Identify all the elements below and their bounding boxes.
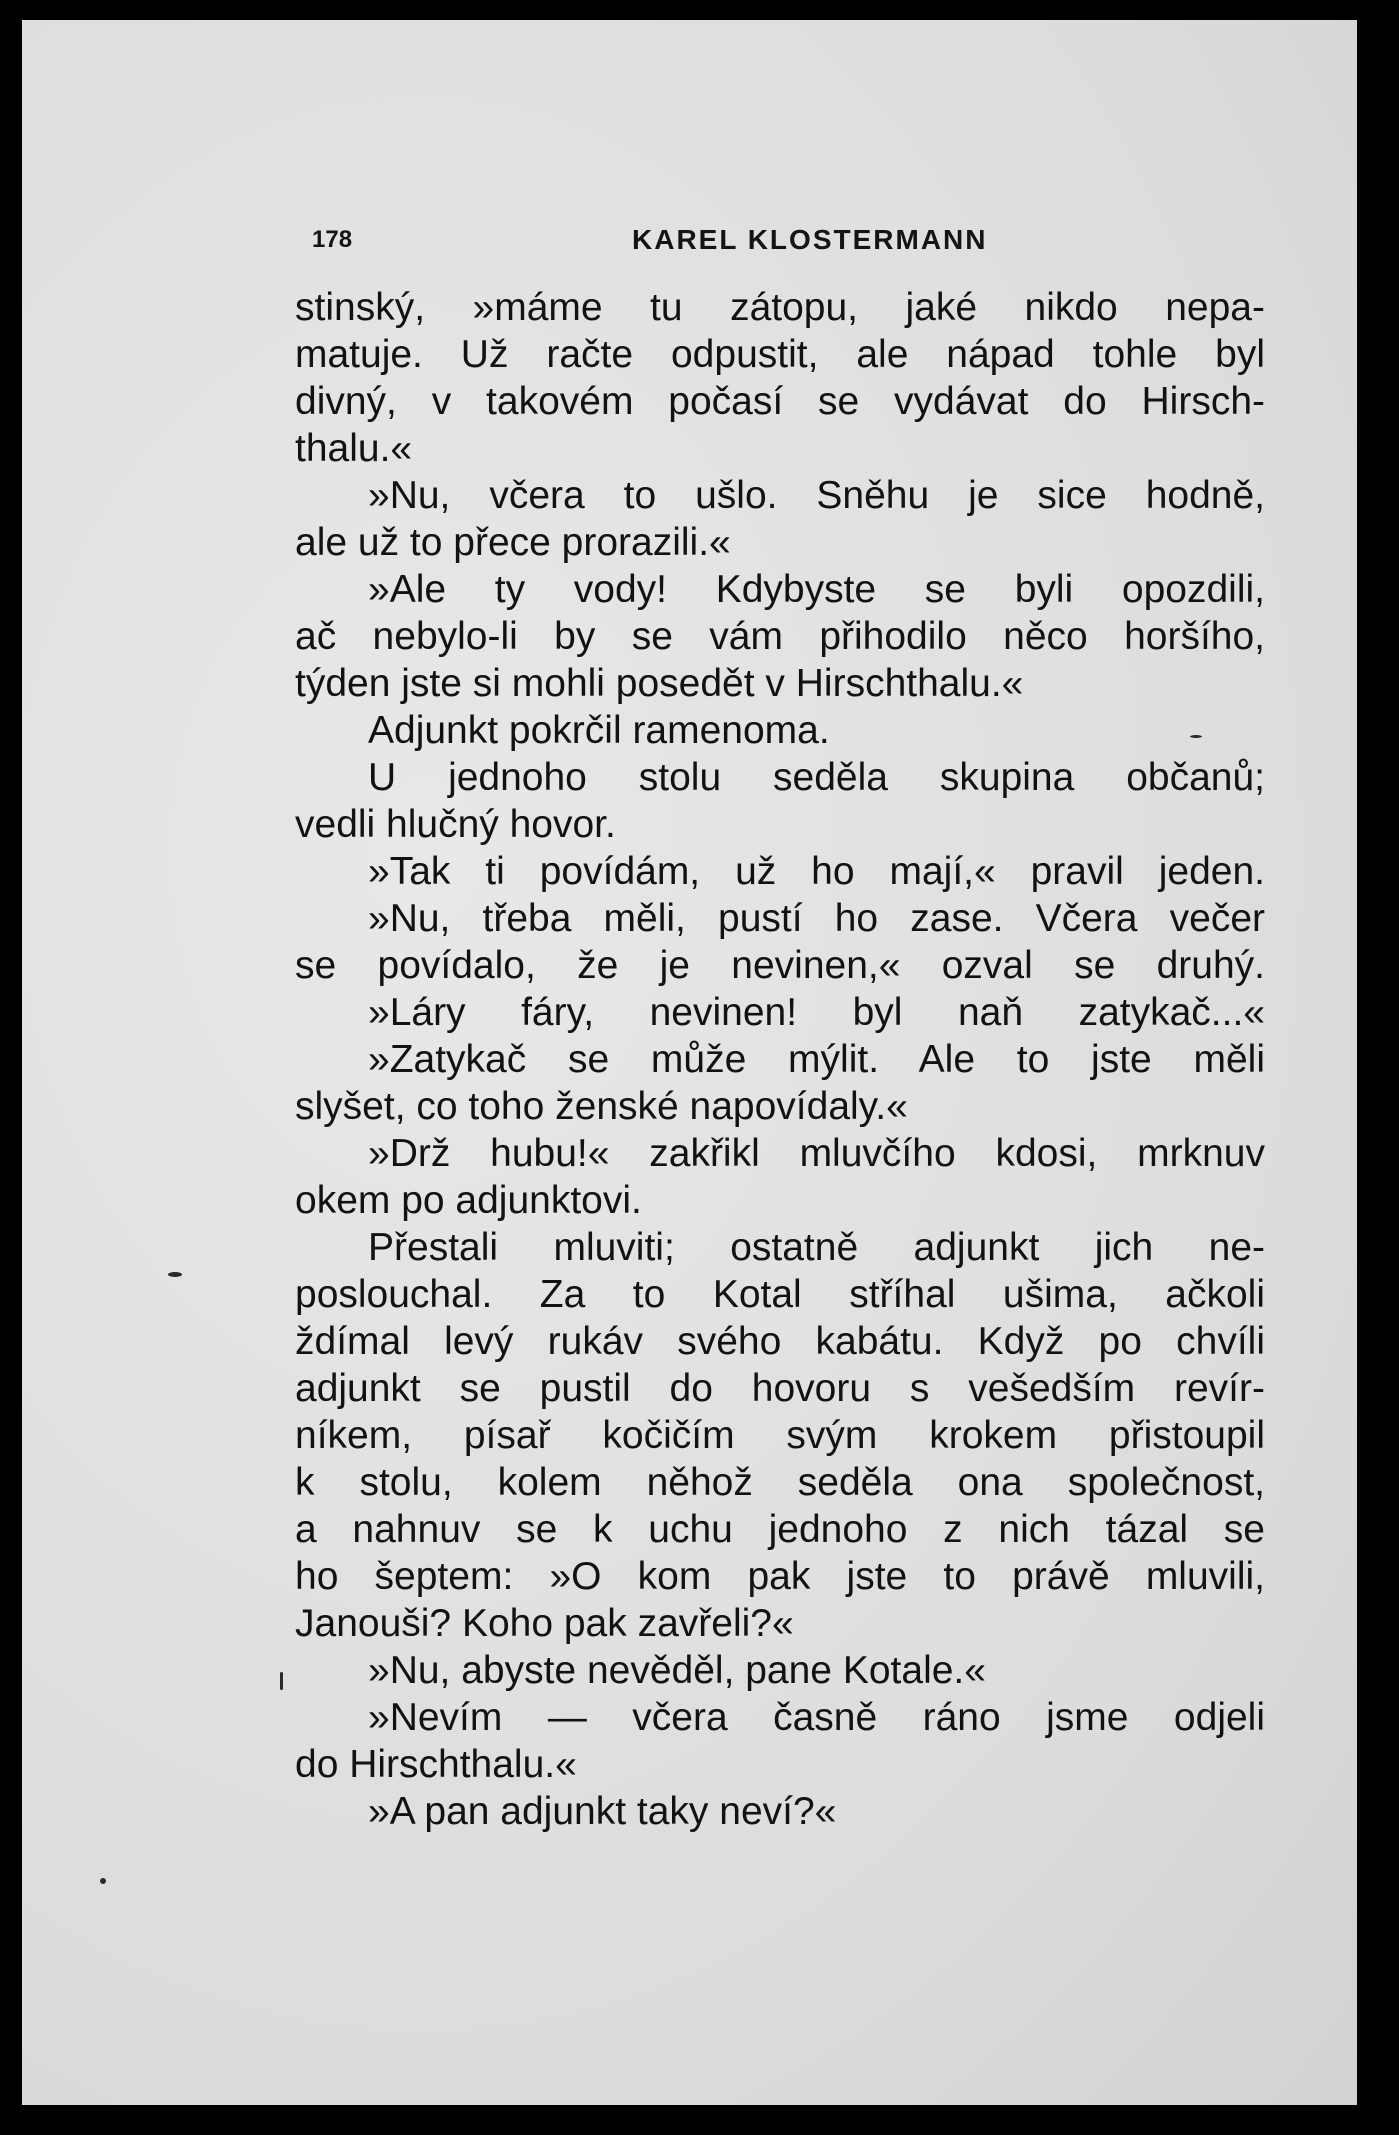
text-line: Adjunkt pokrčil ramenoma. [368,709,830,752]
running-head: KAREL KLOSTERMANN [632,224,988,255]
text-line: týden jste si mohli posedět v Hirschthalu.« [295,662,1024,705]
text-line: thalu.« [295,427,413,470]
dust-speck [100,1878,106,1884]
text-line: vedli hlučný hovor. [295,803,616,846]
text-line: ho šeptem: »O kom pak jste to právě mluvili, [295,1555,1265,1598]
text-line: adjunkt se pustil do hovoru s vešedším revír- [295,1367,1265,1410]
text-line: »Ale ty vody! Kdybyste se byli opozdili, [368,568,1265,611]
text-line: »Nevím — včera časně ráno jsme odjeli [368,1696,1265,1739]
text-line: se povídalo, že je nevinen,« ozval se druhý. [295,944,1265,987]
text-line: »Drž hubu!« zakřikl mluvčího kdosi, mrknuv [368,1132,1265,1175]
page-header [292,220,1302,260]
text-line: stinský, »máme tu zátopu, jaké nikdo nepa- [295,286,1265,329]
text-line: U jednoho stolu seděla skupina občanů; [368,756,1265,799]
text-line: Přestali mluviti; ostatně adjunkt jich ne- [368,1226,1265,1269]
text-line: »Nu, třeba měli, pustí ho zase. Včera večer [368,897,1265,940]
text-line: okem po adjunktovi. [295,1179,642,1222]
dust-speck [168,1272,182,1277]
text-line: poslouchal. Za to Kotal stříhal ušima, ačkoli [295,1273,1265,1316]
text-line: »Nu, včera to ušlo. Sněhu je sice hodně, [368,474,1265,517]
text-line: »Láry fáry, nevinen! byl naň zatykač...« [368,991,1265,1034]
text-line: níkem, písař kočičím svým krokem přistoupil [295,1414,1265,1457]
text-line: »A pan adjunkt taky neví?« [368,1790,837,1833]
body-text [295,284,1265,1835]
text-line: Janouši? Koho pak zavřeli?« [295,1602,794,1645]
text-line: »Nu, abyste nevěděl, pane Kotale.« [368,1649,986,1692]
text-line: »Tak ti povídám, už ho mají,« pravil jeden. [368,850,1265,893]
page-number: 178 [312,226,353,253]
text-line: a nahnuv se k uchu jednoho z nich tázal se [295,1508,1265,1551]
text-line: ač nebylo-li by se vám přihodilo něco horšího, [295,615,1265,658]
text-line: k stolu, kolem něhož seděla ona společnost, [295,1461,1265,1504]
text-line: divný, v takovém počasí se vydávat do Hirsch- [295,380,1265,423]
text-line: do Hirschthalu.« [295,1743,577,1786]
text-line: ale už to přece prorazili.« [295,521,731,564]
dust-speck [1190,735,1202,738]
text-line: matuje. Už račte odpustit, ale nápad tohle byl [295,333,1265,376]
text-line: slyšet, co toho ženské napovídaly.« [295,1085,908,1128]
text-line: »Zatykač se může mýlit. Ale to jste měli [368,1038,1265,1081]
dust-speck [280,1672,283,1690]
text-line: ždímal levý rukáv svého kabátu. Když po chvíli [295,1320,1265,1363]
